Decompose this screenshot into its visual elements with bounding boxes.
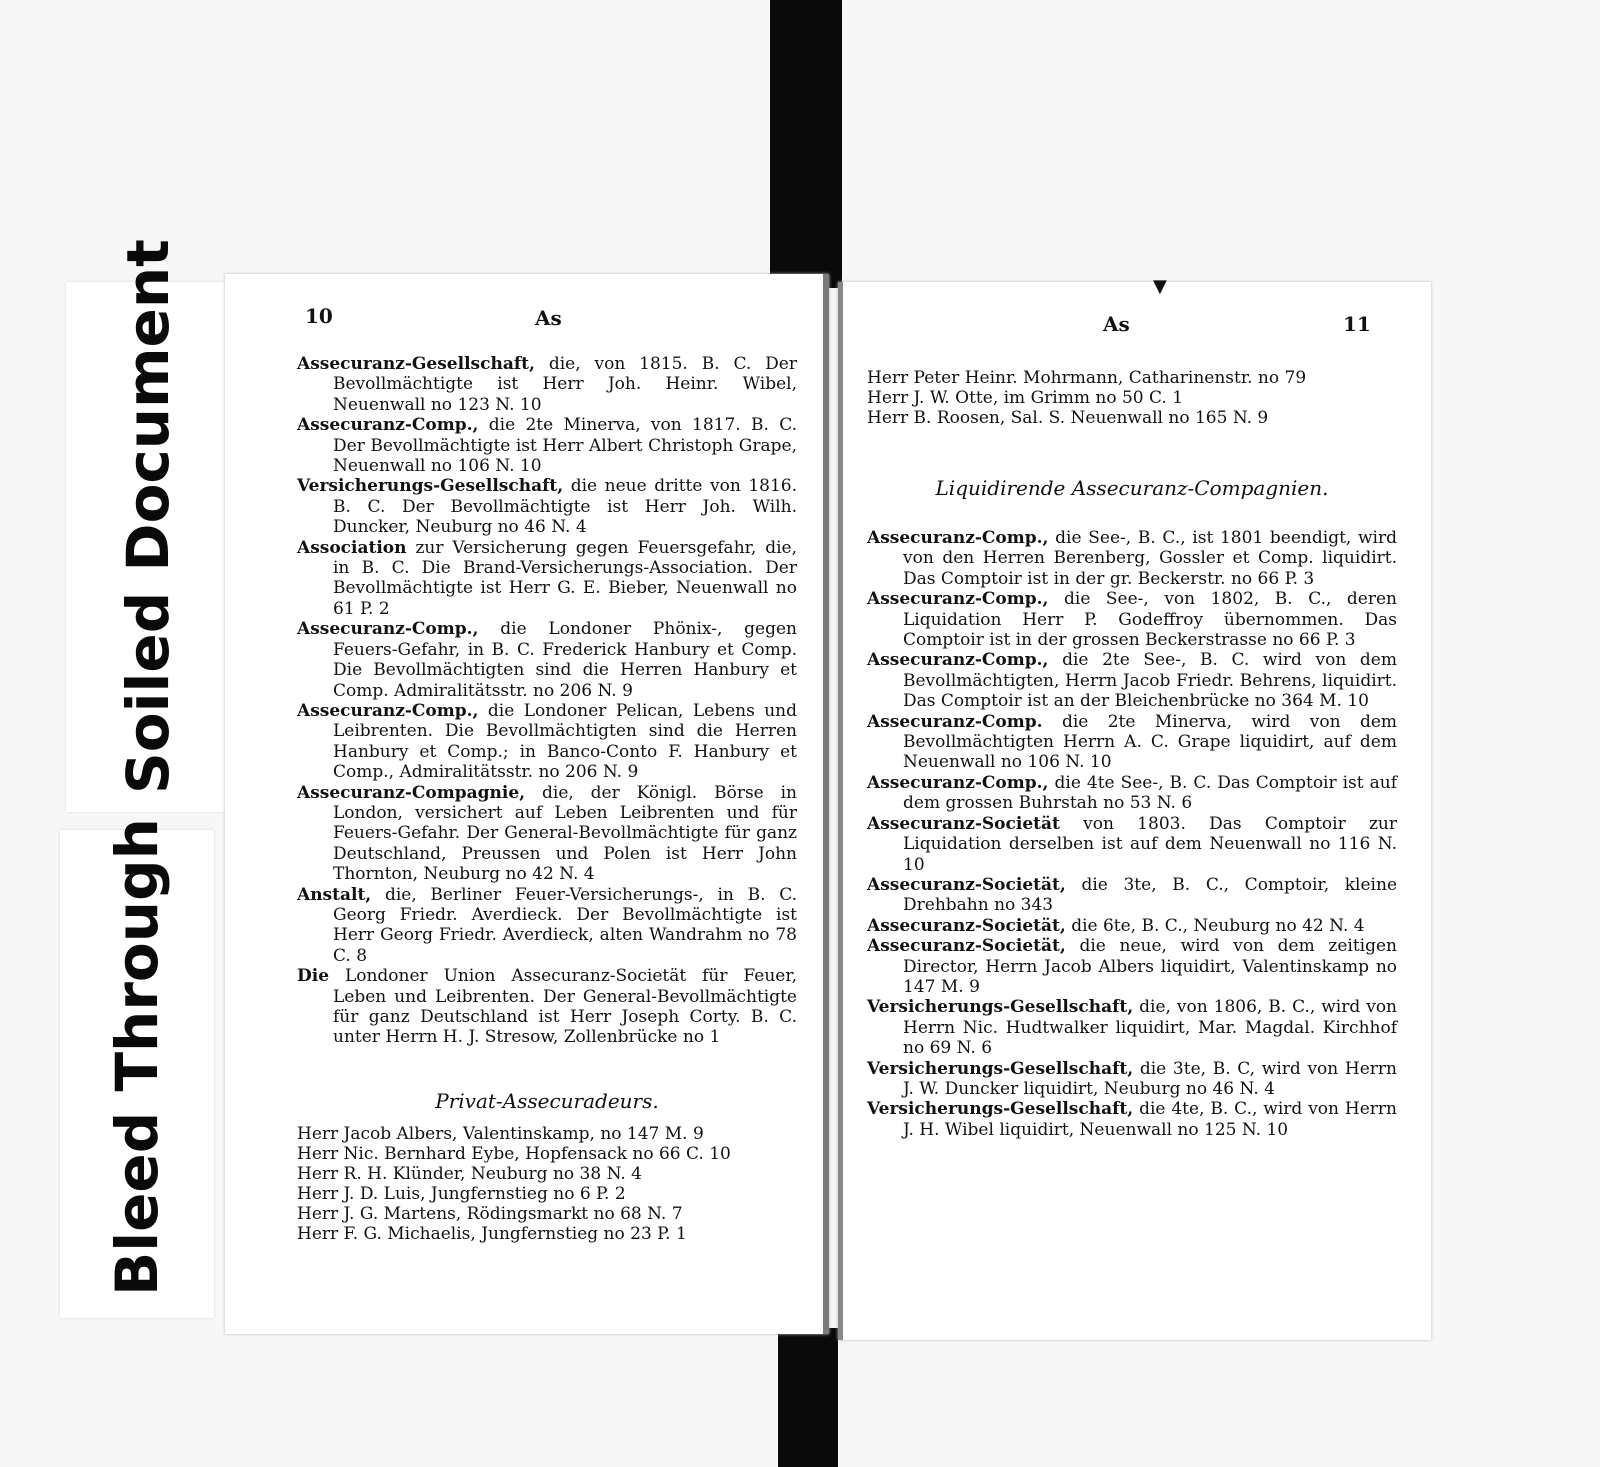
- list-item: Assecuranz-Comp., die 2te Minerva, von 1817. B. C. Der Bevollmächtigte ist Herr Albert Christoph Grape, Neuenwall no 106 N. 10: [297, 415, 797, 477]
- entry-list: [297, 354, 797, 1048]
- list-item: Herr Nic. Bernhard Eybe, Hopfensack no 66 C. 10: [297, 1144, 731, 1164]
- list-item: Assecuranz-Comp. die 2te Minerva, wird von dem Bevollmächtigten Herrn A. C. Grape liquidirt, auf dem Neuenwall no 106 N. 10: [867, 711, 1398, 773]
- left-page: [225, 274, 829, 1334]
- continued-list: [867, 368, 1397, 428]
- list-item: Association zur Versicherung gegen Feuersgefahr, die, in B. C. Die Brand-Versicherungs-Association. Der Bevollmächtigte ist Herr G. E. Bieber, Neuenwall no 61 P. 2: [297, 537, 797, 619]
- list-item: Assecuranz-Comp., die 2te See-, B. C. wird von dem Bevollmächtigten, Herrn Jacob Friedr. Behrens, liquidirt. Das Comptoir ist an der Bleichenbrücke no 364 M. 10: [867, 650, 1397, 712]
- list-item: Versicherungs-Gesellschaft, die neue dritte von 1816. B. C. Der Bevollmächtigte ist Herr Joh. Wilh. Duncker, Neuburg no 46 N. 4: [297, 476, 797, 538]
- list-item: Assecuranz-Comp., die Londoner Pelican, Lebens und Leibrenten. Die Bevollmächtigten sind die Herren Hanbury et Comp.; in Banco-Conto F. Hanbury et Comp., Admiralitätsstr. no 206 N. 9: [297, 700, 798, 783]
- list-item: Herr F. G. Michaelis, Jungfernstieg no 23 P. 1: [297, 1224, 687, 1244]
- list-item: Herr B. Roosen, Sal. S. Neuenwall no 165 N. 9: [867, 408, 1269, 428]
- list-item: Assecuranz-Compagnie, die, der Königl. Börse in London, versichert auf Leben Leibrenten und für Feuers-Gefahr. Der General-Bevollmächtigte für ganz Deutschland, Preussen und Polen ist Herr John Thornton, Neuburg no 42 N. 4: [297, 782, 797, 885]
- bleed-through-text: Bleed Through: [103, 818, 171, 1296]
- entry-list: [867, 528, 1397, 1140]
- list-item: Versicherungs-Gesellschaft, die, von 1806, B. C., wird von Herrn Nic. Hudtwalker liquidirt, Mar. Magdal. Kirchhof no 69 N. 6: [867, 997, 1398, 1059]
- list-item: Assecuranz-Comp., die Londoner Phönix-, gegen Feuers-Gefahr, in B. C. Frederick Hanbury et Comp. Die Bevollmächtigten sind die Herren Hanbury et Comp. Admiralitätsstr. no 206 N. 9: [297, 619, 797, 701]
- list-item: Assecuranz-Comp., die See-, von 1802, B. C., deren Liquidation Herr P. Godeffroy übernommen. Das Comptoir ist in der grossen Beckerstrasse no 66 P. 3: [867, 589, 1397, 651]
- list-item: Assecuranz-Comp., die 4te See-, B. C. Das Comptoir ist auf dem grossen Buhrstah no 53 N. 6: [867, 772, 1398, 814]
- soiled-document-text: Soiled Document: [114, 239, 182, 794]
- list-item: Versicherungs-Gesellschaft, die 3te, B. C, wird von Herrn J. W. Duncker liquidirt, Neuburg no 46 N. 4: [867, 1058, 1397, 1099]
- list-item: Assecuranz-Gesellschaft, die, von 1815. B. C. Der Bevollmächtigte ist Herr Joh. Heinr. Wibel, Neuenwall no 123 N. 10: [297, 354, 797, 415]
- section-heading-privat: Privat-Assecuradeurs.: [435, 1089, 659, 1113]
- page-number: 10: [305, 304, 333, 328]
- list-item: Anstalt, die, Berliner Feuer-Versicherungs-, in B. C. Georg Friedr. Averdieck. Der Bevollmächtigte ist Herr Georg Friedr. Averdieck, alten Wandrahm no 78 C. 8: [297, 884, 797, 966]
- list-item: Assecuranz-Societät von 1803. Das Comptoir zur Liquidation derselben ist auf dem Neuenwall no 116 N. 10: [867, 813, 1398, 875]
- running-header: As: [535, 306, 562, 330]
- binding-strap-bottom: [778, 1328, 838, 1467]
- soiled-document-label: [66, 239, 226, 812]
- list-item: Herr Jacob Albers, Valentinskamp, no 147 M. 9: [297, 1124, 704, 1144]
- list-item: Herr J. G. Martens, Rödingsmarkt no 68 N. 7: [297, 1204, 683, 1224]
- list-item: Versicherungs-Gesellschaft, die 4te, B. C., wird von Herrn J. H. Wibel liquidirt, Neuenwall no 125 N. 10: [867, 1099, 1397, 1140]
- list-item: Die Londoner Union Assecuranz-Societät für Feuer, Leben und Leibrenten. Der General-Bevollmächtigte für ganz Deutschland ist Herr Joseph Corty. B. C. unter Herrn H. J. Stresow, Zollenbrücke no 1: [297, 966, 797, 1048]
- list-item: Assecuranz-Comp., die See-, B. C., ist 1801 beendigt, wird von den Herren Berenberg, Gossler et Comp. liquidirt. Das Comptoir ist in der gr. Beckerstr. no 66 P. 3: [867, 528, 1397, 589]
- right-page: [838, 276, 1431, 1340]
- binding-strap-top: [770, 0, 842, 288]
- bleed-through-label: [60, 818, 214, 1318]
- list-item: Assecuranz-Societät, die neue, wird von dem zeitigen Director, Herrn Jacob Albers liquidirt, Valentinskamp no 147 M. 9: [867, 936, 1397, 997]
- list-item: Herr Peter Heinr. Mohrmann, Catharinenstr. no 79: [867, 368, 1307, 388]
- page-number: 11: [1343, 312, 1371, 336]
- list-item: Herr J. W. Otte, im Grimm no 50 C. 1: [867, 388, 1184, 408]
- privat-list: [297, 1124, 797, 1244]
- list-item: Assecuranz-Societät, die 6te, B. C., Neuburg no 42 N. 4: [867, 915, 1365, 936]
- list-item: Herr R. H. Klünder, Neuburg no 38 N. 4: [297, 1164, 642, 1184]
- page-mark: ▼: [1153, 276, 1167, 297]
- section-heading-liquidirende: Liquidirende Assecuranz-Compagnien.: [935, 476, 1329, 500]
- running-header: As: [1103, 312, 1130, 336]
- list-item: Assecuranz-Societät, die 3te, B. C., Comptoir, kleine Drehbahn no 343: [867, 874, 1398, 916]
- list-item: Herr J. D. Luis, Jungfernstieg no 6 P. 2: [297, 1184, 626, 1204]
